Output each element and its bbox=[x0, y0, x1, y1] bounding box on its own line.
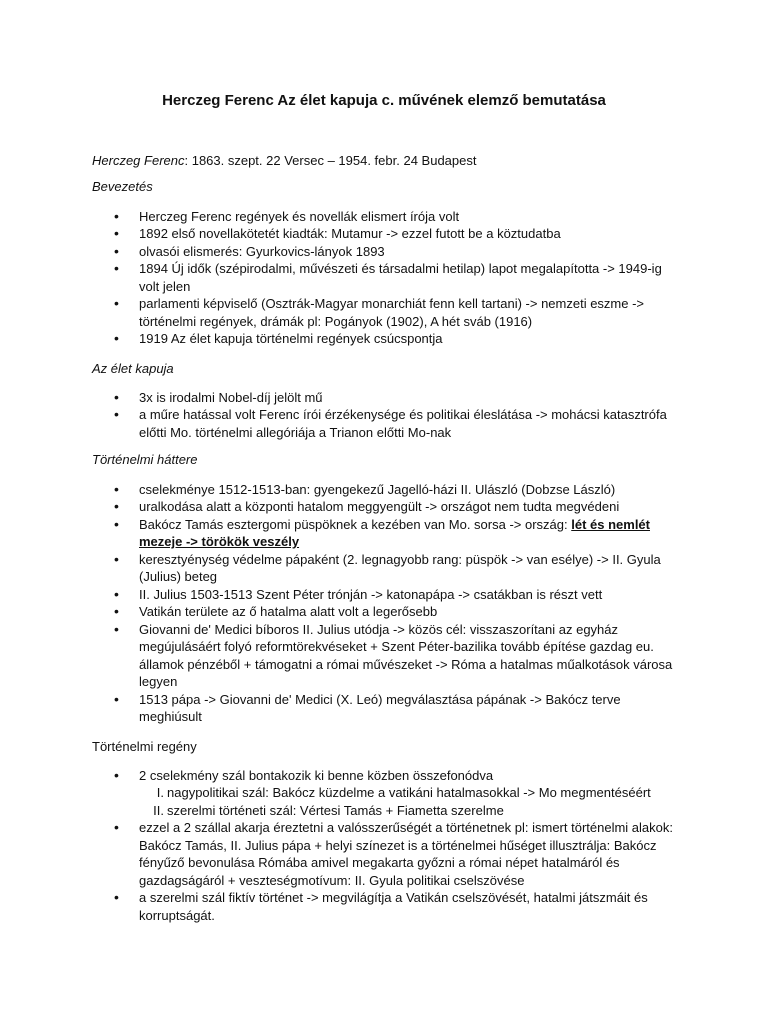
sub-list-item bbox=[92, 802, 682, 820]
underlined-phrase: mezeje -> törökök veszély bbox=[139, 534, 300, 549]
author-name: Herczeg Ferenc bbox=[92, 153, 185, 168]
list-item: • a műre hatással volt Ferenc írói érzékenysége és politikai éleslátása -> mohácsi katasztrófa előtti Mo. történelmi allegóriája a Trianon előtti Mo-nak bbox=[92, 406, 682, 441]
author-line bbox=[92, 152, 682, 170]
list-item: • ezzel a 2 szállal akarja éreztetni a valósszerűségét a történetnek pl: ismert történelmi alakok: Bakócz Tamás, II. Julius pápa + helyi színezet is a történelmei hűséget illusztrálja: Bakócz fényűző bevonulása Rómába amivel megakarta győzni a római népet hatalmáról és gazdagságáról + veszteségmotívum: II. Gyula politikai cselszövése bbox=[92, 819, 682, 889]
work-list bbox=[92, 389, 682, 442]
list-item bbox=[92, 767, 682, 820]
underlined-phrase: lét és nemlét bbox=[571, 516, 650, 532]
sub-list-item bbox=[92, 784, 682, 802]
list-item: • keresztyénység védelme pápaként (2. legnagyobb rang: püspök -> van esélye) -> II. Gyula (Julius) beteg bbox=[92, 551, 682, 586]
section-heading: Bevezetés bbox=[92, 179, 153, 194]
list-item-bakocz bbox=[92, 516, 682, 551]
document-title: Herczeg Ferenc Az élet kapuja c. művének elemző bemutatása bbox=[162, 92, 606, 109]
sub-list-text: nagypolitikai szál: Bakócz küzdelme a vatikáni hatalmasokkal -> Mo megmentéséért bbox=[167, 785, 651, 800]
section-novel bbox=[92, 738, 682, 924]
list-item: • Herczeg Ferenc regények és novellák elismert írója volt bbox=[92, 208, 682, 226]
list-item: • II. Julius 1503-1513 Szent Péter trónján -> katonapápa -> csatákban is részt vett bbox=[92, 586, 682, 604]
section-heading: Történelmi háttere bbox=[92, 452, 198, 467]
list-item: • olvasói elismerés: Gyurkovics-lányok 1893 bbox=[92, 243, 682, 261]
list-item: • uralkodása alatt a központi hatalom meggyengült -> országot nem tudta megvédeni bbox=[92, 498, 682, 516]
list-item: • Giovanni de' Medici bíboros II. Julius utódja -> közös cél: visszaszorítani az egyház megújulásáért folyó reformtörekvéseket + Szent Péter-bazilika tovább építése gazdag eu. államok pénzéből + támogatni a római művészeket -> Róma a hatalmas műalkotások városa legyen bbox=[92, 621, 682, 691]
list-item: • 1892 első novellakötetét kiadták: Mutamur -> ezzel futott be a köztudatba bbox=[92, 225, 682, 243]
sub-list-text: szerelmi történeti szál: Vértesi Tamás + Fiametta szerelme bbox=[167, 802, 504, 818]
bakocz-text: Bakócz Tamás esztergomi püspöknek a kezében van Mo. sorsa -> ország: bbox=[139, 516, 572, 532]
section-intro bbox=[92, 178, 682, 348]
list-item: • a szerelmi szál fiktív történet -> megvilágítja a Vatikán cselszövését, hatalmi játszmáit és korruptságát. bbox=[92, 889, 682, 924]
author-dates: : 1863. szept. 22 Versec – 1954. febr. 24 Budapest bbox=[184, 153, 477, 168]
novel-list bbox=[92, 767, 682, 925]
intro-list bbox=[92, 208, 682, 348]
list-item: • cselekménye 1512-1513-ban: gyengekezű Jagelló-házi II. Ulászló (Dobzse László) bbox=[92, 481, 682, 499]
list-item: • 1919 Az élet kapuja történelmi regények csúcspontja bbox=[92, 330, 682, 348]
background-list bbox=[92, 481, 682, 726]
sub-list bbox=[92, 784, 682, 819]
section-work bbox=[92, 360, 682, 441]
roman-numeral: II. bbox=[153, 802, 164, 818]
list-item: • parlamenti képviselő (Osztrák-Magyar monarchiát fenn kell tartani) -> nemzeti eszme -> történelmi regények, drámák pl: Pogányok (1902), A hét sváb (1916) bbox=[92, 295, 682, 330]
roman-numeral: I. bbox=[156, 785, 164, 800]
section-background bbox=[92, 451, 682, 726]
section-heading: Történelmi regény bbox=[92, 739, 197, 754]
section-heading: Az élet kapuja bbox=[92, 361, 174, 376]
list-item: • Vatikán területe az ő hatalma alatt volt a legerősebb bbox=[92, 603, 682, 621]
list-item: • 1894 Új idők (szépirodalmi, művészeti és társadalmi hetilap) lapot megalapította -> 1949-ig volt jelen bbox=[92, 260, 682, 295]
list-item-text: 2 cselekmény szál bontakozik ki benne közben összefonódva bbox=[139, 767, 494, 783]
list-item: • 1513 pápa -> Giovanni de' Medici (X. Leó) megválasztása pápának -> Bakócz terve meghiúsult bbox=[92, 691, 682, 726]
list-item: • 3x is irodalmi Nobel-díj jelölt mű bbox=[92, 389, 682, 407]
